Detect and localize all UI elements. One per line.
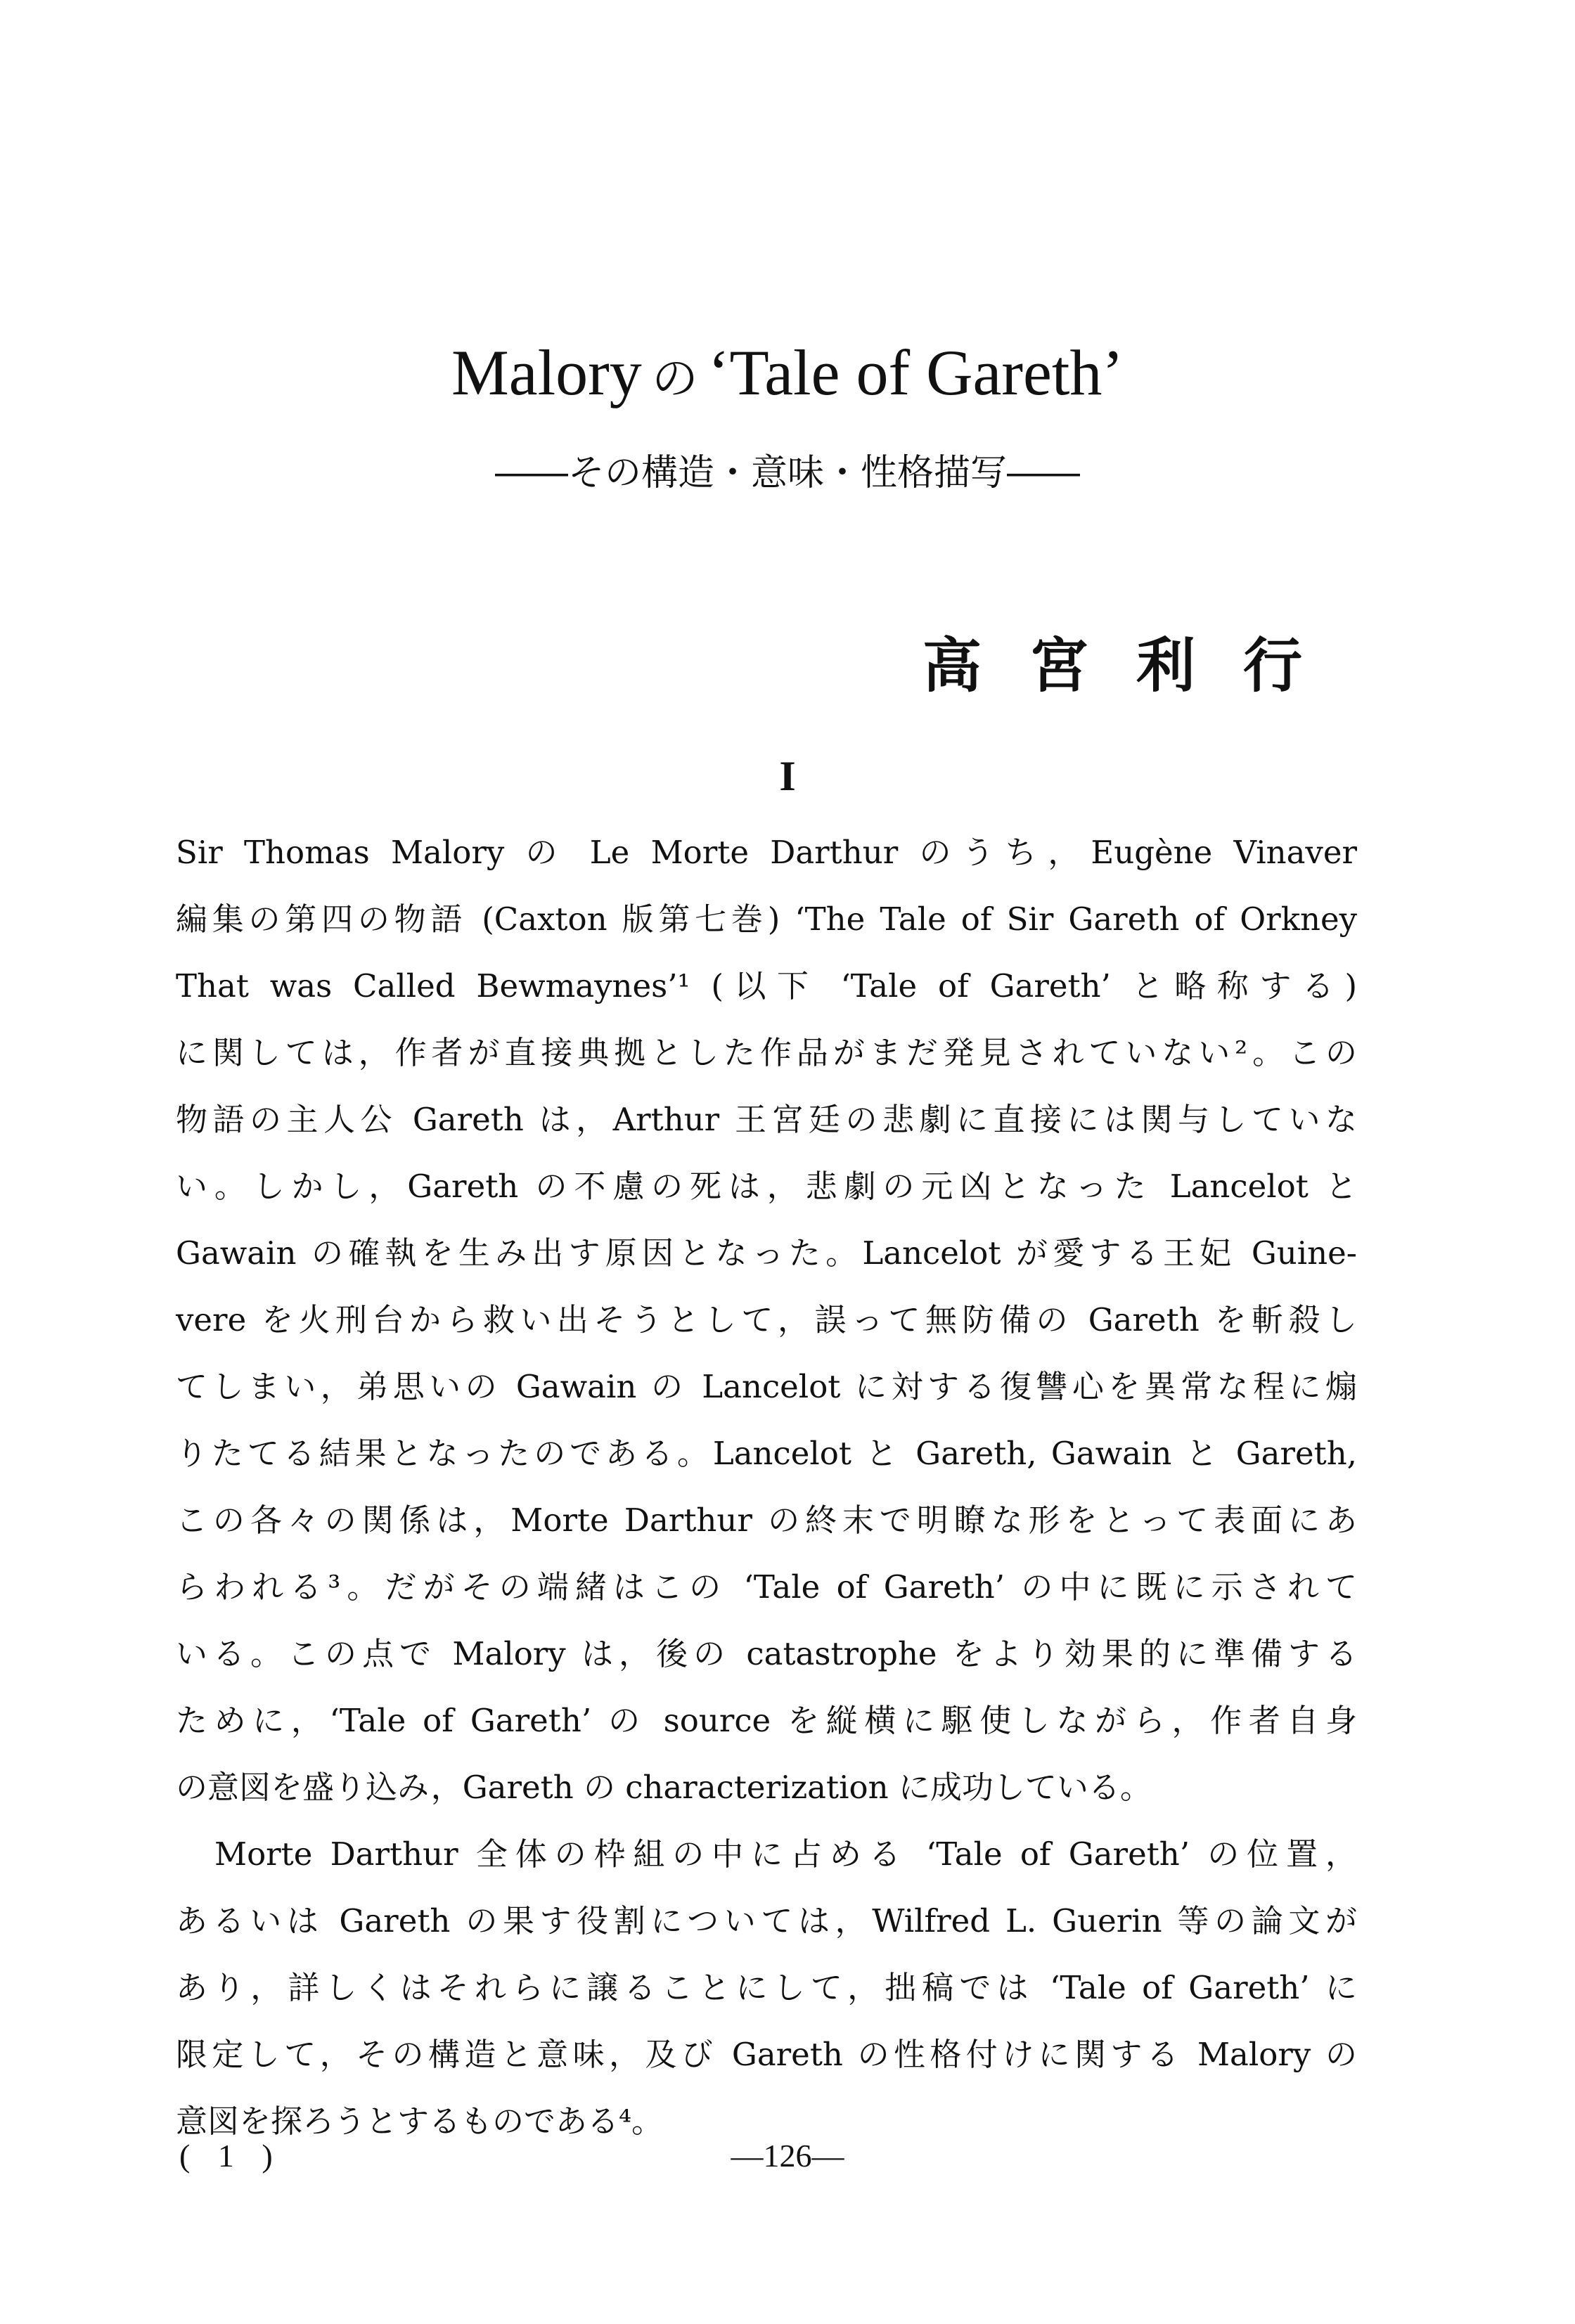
body-line: らわれる³。だがその端緒はこの ‘Tale of Gareth’ の中に既に示されて xyxy=(176,1568,1357,1606)
body-line: 物語の主人公 Gareth は，Arthur 王宮廷の悲劇に直接には関与していな xyxy=(176,1101,1357,1138)
body-line: Morte Darthur 全体の枠組の中に占める ‘Tale of Gareth’ の位置， xyxy=(214,1835,1357,1873)
body-line: に関しては，作者が直接典拠とした作品がまだ発見されていない²。この xyxy=(176,1034,1357,1071)
body-line: vere を火刑台から救い出そうとして，誤って無防備の Gareth を斬殺し xyxy=(176,1301,1357,1338)
body-line: い。しかし，Gareth の不慮の死は，悲劇の元凶となった Lancelot と xyxy=(176,1168,1357,1205)
body-line: の意図を盛り込み，Gareth の characterization に成功している。 xyxy=(176,1769,1152,1806)
body-line: てしまい，弟思いの Gawain の Lancelot に対する復讐心を異常な程に煽 xyxy=(176,1368,1357,1405)
body-line: 限定して，その構造と意味，及び Gareth の性格付けに関する Malory の xyxy=(176,2036,1357,2073)
page-marker: ( 1 ) xyxy=(179,2138,283,2174)
body-text xyxy=(176,819,1357,2155)
body-line: あるいは Gareth の果す役割については，Wilfred L. Guerin 等の論文が xyxy=(176,1902,1357,1939)
body-line: あり，詳しくはそれらに譲ることにして，拙稿では ‘Tale of Gareth’ に xyxy=(176,1969,1357,2006)
author-name: 高宮利行 xyxy=(922,631,1350,700)
page-number: ―126― xyxy=(731,2138,844,2174)
body-line: That was Called Bewmaynes’¹ (以下 ‘Tale of Gareth’ と略称する) xyxy=(176,967,1357,1005)
article-subtitle: ――その構造・意味・性格描写―― xyxy=(494,452,1080,494)
body-line: いる。この点で Malory は，後の catastrophe をより効果的に準備する xyxy=(176,1635,1357,1672)
title-tale-of-gareth: ‘Tale of Gareth’ xyxy=(707,337,1124,408)
article-title xyxy=(0,337,1575,408)
section-heading: I xyxy=(779,753,796,799)
body-line: 意図を探ろうとするものである⁴。 xyxy=(176,2103,664,2140)
title-particle: の xyxy=(651,351,698,406)
title-malory: Malory xyxy=(451,337,642,408)
body-line: 編集の第四の物語 (Caxton 版第七巻) ‘The Tale of Sir Gareth of Orkney xyxy=(176,900,1357,938)
body-line: ために，‘Tale of Gareth’ の source を縦横に駆使しながら，作者自身 xyxy=(176,1702,1357,1739)
body-line: Gawain の確執を生み出す原因となった。Lancelot が愛する王妃 Guine- xyxy=(176,1234,1357,1272)
body-line: Sir Thomas Malory の Le Morte Darthur のうち，Eugène Vinaver xyxy=(176,834,1357,871)
body-line: りたてる結果となったのである。Lancelot と Gareth, Gawain と Gareth, xyxy=(176,1435,1357,1472)
body-line: この各々の関係は，Morte Darthur の終末で明瞭な形をとって表面にあ xyxy=(176,1502,1357,1539)
